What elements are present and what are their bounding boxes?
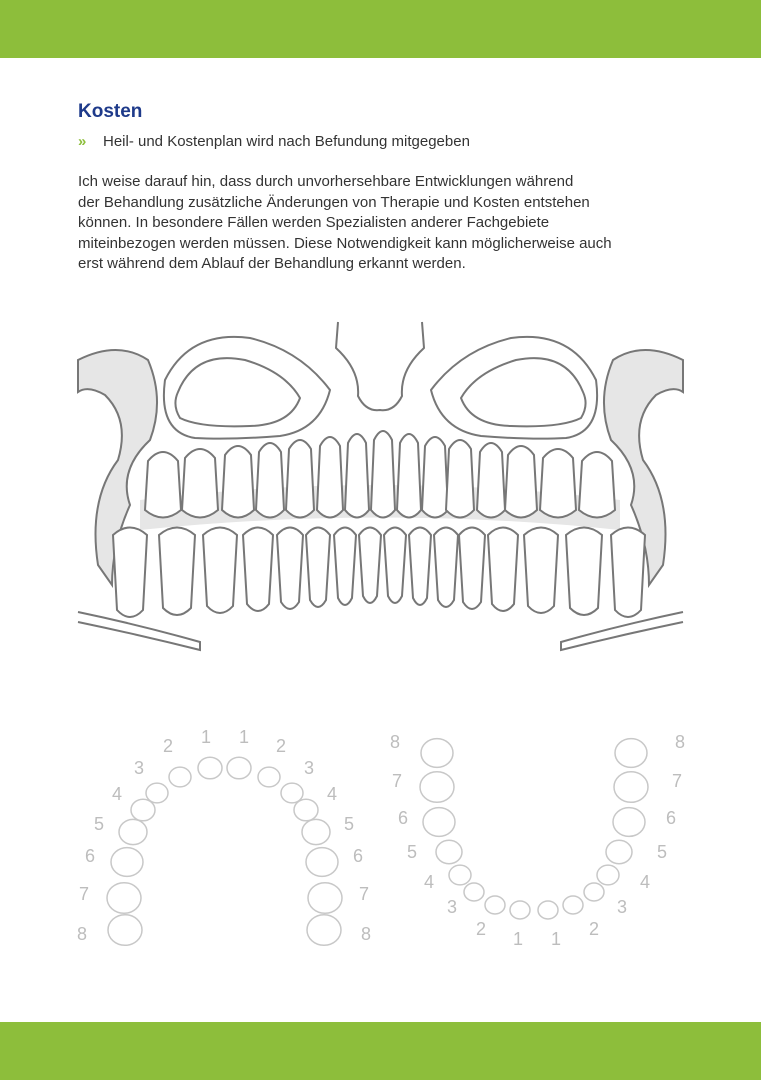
lower-tooth: [334, 528, 356, 606]
upper-arch-tooth: [302, 819, 330, 844]
lower-arch-number: 4: [423, 872, 435, 892]
lower-tooth: [203, 528, 237, 614]
upper-arch-number: 3: [303, 758, 315, 778]
upper-tooth: [371, 431, 395, 518]
paragraph-line: erst während dem Ablauf der Behandlung erkannt werden.: [78, 255, 466, 272]
upper-arch-number: 6: [84, 846, 96, 866]
lower-tooth: [459, 528, 485, 610]
gum-band: [140, 485, 620, 530]
lower-tooth: [113, 528, 147, 618]
lower-arch-tooth: [464, 883, 484, 901]
lower-arch-tooth: [423, 808, 455, 837]
upper-arch-number: 5: [93, 814, 105, 834]
lower-tooth: [409, 528, 431, 606]
upper-arch-tooth: [308, 883, 342, 914]
paragraph-line: Ich weise darauf hin, dass durch unvorhersehbare Entwicklungen während: [78, 173, 574, 190]
header-band: [0, 0, 761, 58]
lower-arch-tooth: [420, 772, 454, 803]
upper-arch-number: 3: [133, 758, 145, 778]
lower-arch-number: 1: [550, 929, 562, 949]
lower-arch-tooth: [436, 840, 462, 863]
paragraph-line: der Behandlung zusätzliche Änderungen von Therapie und Kosten entstehen: [78, 193, 590, 211]
lower-arch-tooth: [615, 739, 647, 768]
upper-arch-tooth: [227, 757, 251, 779]
upper-arch-number: 4: [326, 784, 338, 804]
upper-arch-tooth: [306, 848, 338, 877]
lower-arch-number: 5: [406, 842, 418, 862]
lower-arch-number: 3: [616, 897, 628, 917]
lower-arch-tooth: [613, 808, 645, 837]
upper-tooth: [397, 434, 421, 518]
upper-tooth: [477, 443, 505, 518]
upper-tooth: [222, 446, 254, 518]
upper-arch-tooth: [198, 757, 222, 779]
paragraph-line: miteinbezogen werden müssen. Diese Notwendigkeit kann möglicherweise auch: [78, 234, 612, 252]
upper-arch-tooth: [258, 767, 280, 787]
lower-tooth: [524, 528, 558, 614]
upper-arch-number: 4: [111, 784, 123, 804]
upper-arch-number: 7: [78, 884, 90, 904]
lower-arch-tooth: [421, 739, 453, 768]
upper-arch-number: 2: [162, 736, 174, 756]
lower-tooth: [384, 528, 406, 604]
upper-arch-number: 1: [200, 727, 212, 747]
upper-tooth: [540, 449, 576, 518]
right-eye-socket: [431, 337, 597, 439]
lower-arch-tooth: [614, 772, 648, 803]
lower-arch-number: 5: [656, 842, 668, 862]
lower-arch-number: 3: [446, 897, 458, 917]
upper-arch-tooth: [294, 799, 318, 821]
lower-arch-tooth: [538, 901, 558, 919]
bullet-marker: »: [78, 133, 87, 150]
lower-arch-number: 6: [665, 808, 677, 828]
upper-tooth: [317, 437, 343, 518]
lower-arch-tooth: [485, 896, 505, 914]
upper-arch-number: 1: [238, 727, 250, 747]
upper-arch-tooth: [281, 783, 303, 803]
lower-tooth: [611, 528, 645, 618]
lower-arch-tooth: [584, 883, 604, 901]
lower-arch-tooth: [510, 901, 530, 919]
upper-arch-tooth: [169, 767, 191, 787]
lower-tooth: [277, 528, 303, 610]
upper-arch-tooth: [146, 783, 168, 803]
upper-tooth: [345, 434, 369, 518]
upper-tooth: [422, 437, 448, 518]
lower-arch-tooth: [449, 865, 471, 885]
lower-arch-tooth: [563, 896, 583, 914]
left-eye-socket: [164, 337, 330, 439]
nose-outline: [336, 322, 424, 410]
upper-tooth: [256, 443, 284, 518]
lower-arch-tooth: [597, 865, 619, 885]
lower-jaw-line-left: [78, 612, 200, 650]
lower-arch-number: 2: [588, 919, 600, 939]
upper-tooth: [145, 452, 181, 518]
upper-tooth: [286, 440, 314, 518]
lower-tooth: [159, 528, 195, 616]
lower-arch-number: 6: [397, 808, 409, 828]
upper-arch-tooth: [307, 915, 341, 946]
lower-arch-number: 8: [389, 732, 401, 752]
upper-tooth: [446, 440, 474, 518]
right-jaw-bone: [604, 350, 683, 585]
upper-tooth: [182, 449, 218, 518]
lower-arch-number: 7: [391, 771, 403, 791]
upper-tooth: [505, 446, 537, 518]
upper-arch-number: 8: [76, 924, 88, 944]
left-jaw-bone: [78, 350, 157, 585]
lower-arch-number: 4: [639, 872, 651, 892]
upper-arch-tooth: [131, 799, 155, 821]
right-eye-socket-inner: [461, 358, 586, 426]
cost-paragraph: [78, 172, 693, 275]
lower-arch-tooth: [606, 840, 632, 863]
lower-tooth: [566, 528, 602, 616]
lower-tooth: [243, 528, 273, 612]
lower-arch-number: 2: [475, 919, 487, 939]
upper-arch-number: 5: [343, 814, 355, 834]
upper-arch-tooth: [119, 819, 147, 844]
lower-tooth: [359, 528, 381, 604]
lower-jaw-line-right: [561, 612, 683, 650]
lower-tooth: [488, 528, 518, 612]
lower-arch-number: 8: [674, 732, 686, 752]
lower-tooth: [434, 528, 458, 608]
upper-arch-number: 2: [275, 736, 287, 756]
left-eye-socket-inner: [175, 358, 300, 426]
upper-arch-number: 7: [358, 884, 370, 904]
upper-arch-tooth: [111, 848, 143, 877]
section-heading: Kosten: [78, 101, 143, 122]
upper-arch-number: 6: [352, 846, 364, 866]
upper-tooth: [579, 452, 615, 518]
lower-arch-number: 7: [671, 771, 683, 791]
lower-arch-number: 1: [512, 929, 524, 949]
upper-arch-tooth: [108, 915, 142, 946]
footer-band: [0, 1022, 761, 1080]
lower-tooth: [306, 528, 330, 608]
bullet-text: Heil- und Kostenplan wird nach Befundung mitgegeben: [103, 133, 470, 150]
bullet-item: [78, 133, 470, 150]
upper-arch-tooth: [107, 883, 141, 914]
upper-arch-number: 8: [360, 924, 372, 944]
paragraph-line: können. In besondere Fällen werden Spezialisten anderer Fachgebiete: [78, 214, 550, 231]
